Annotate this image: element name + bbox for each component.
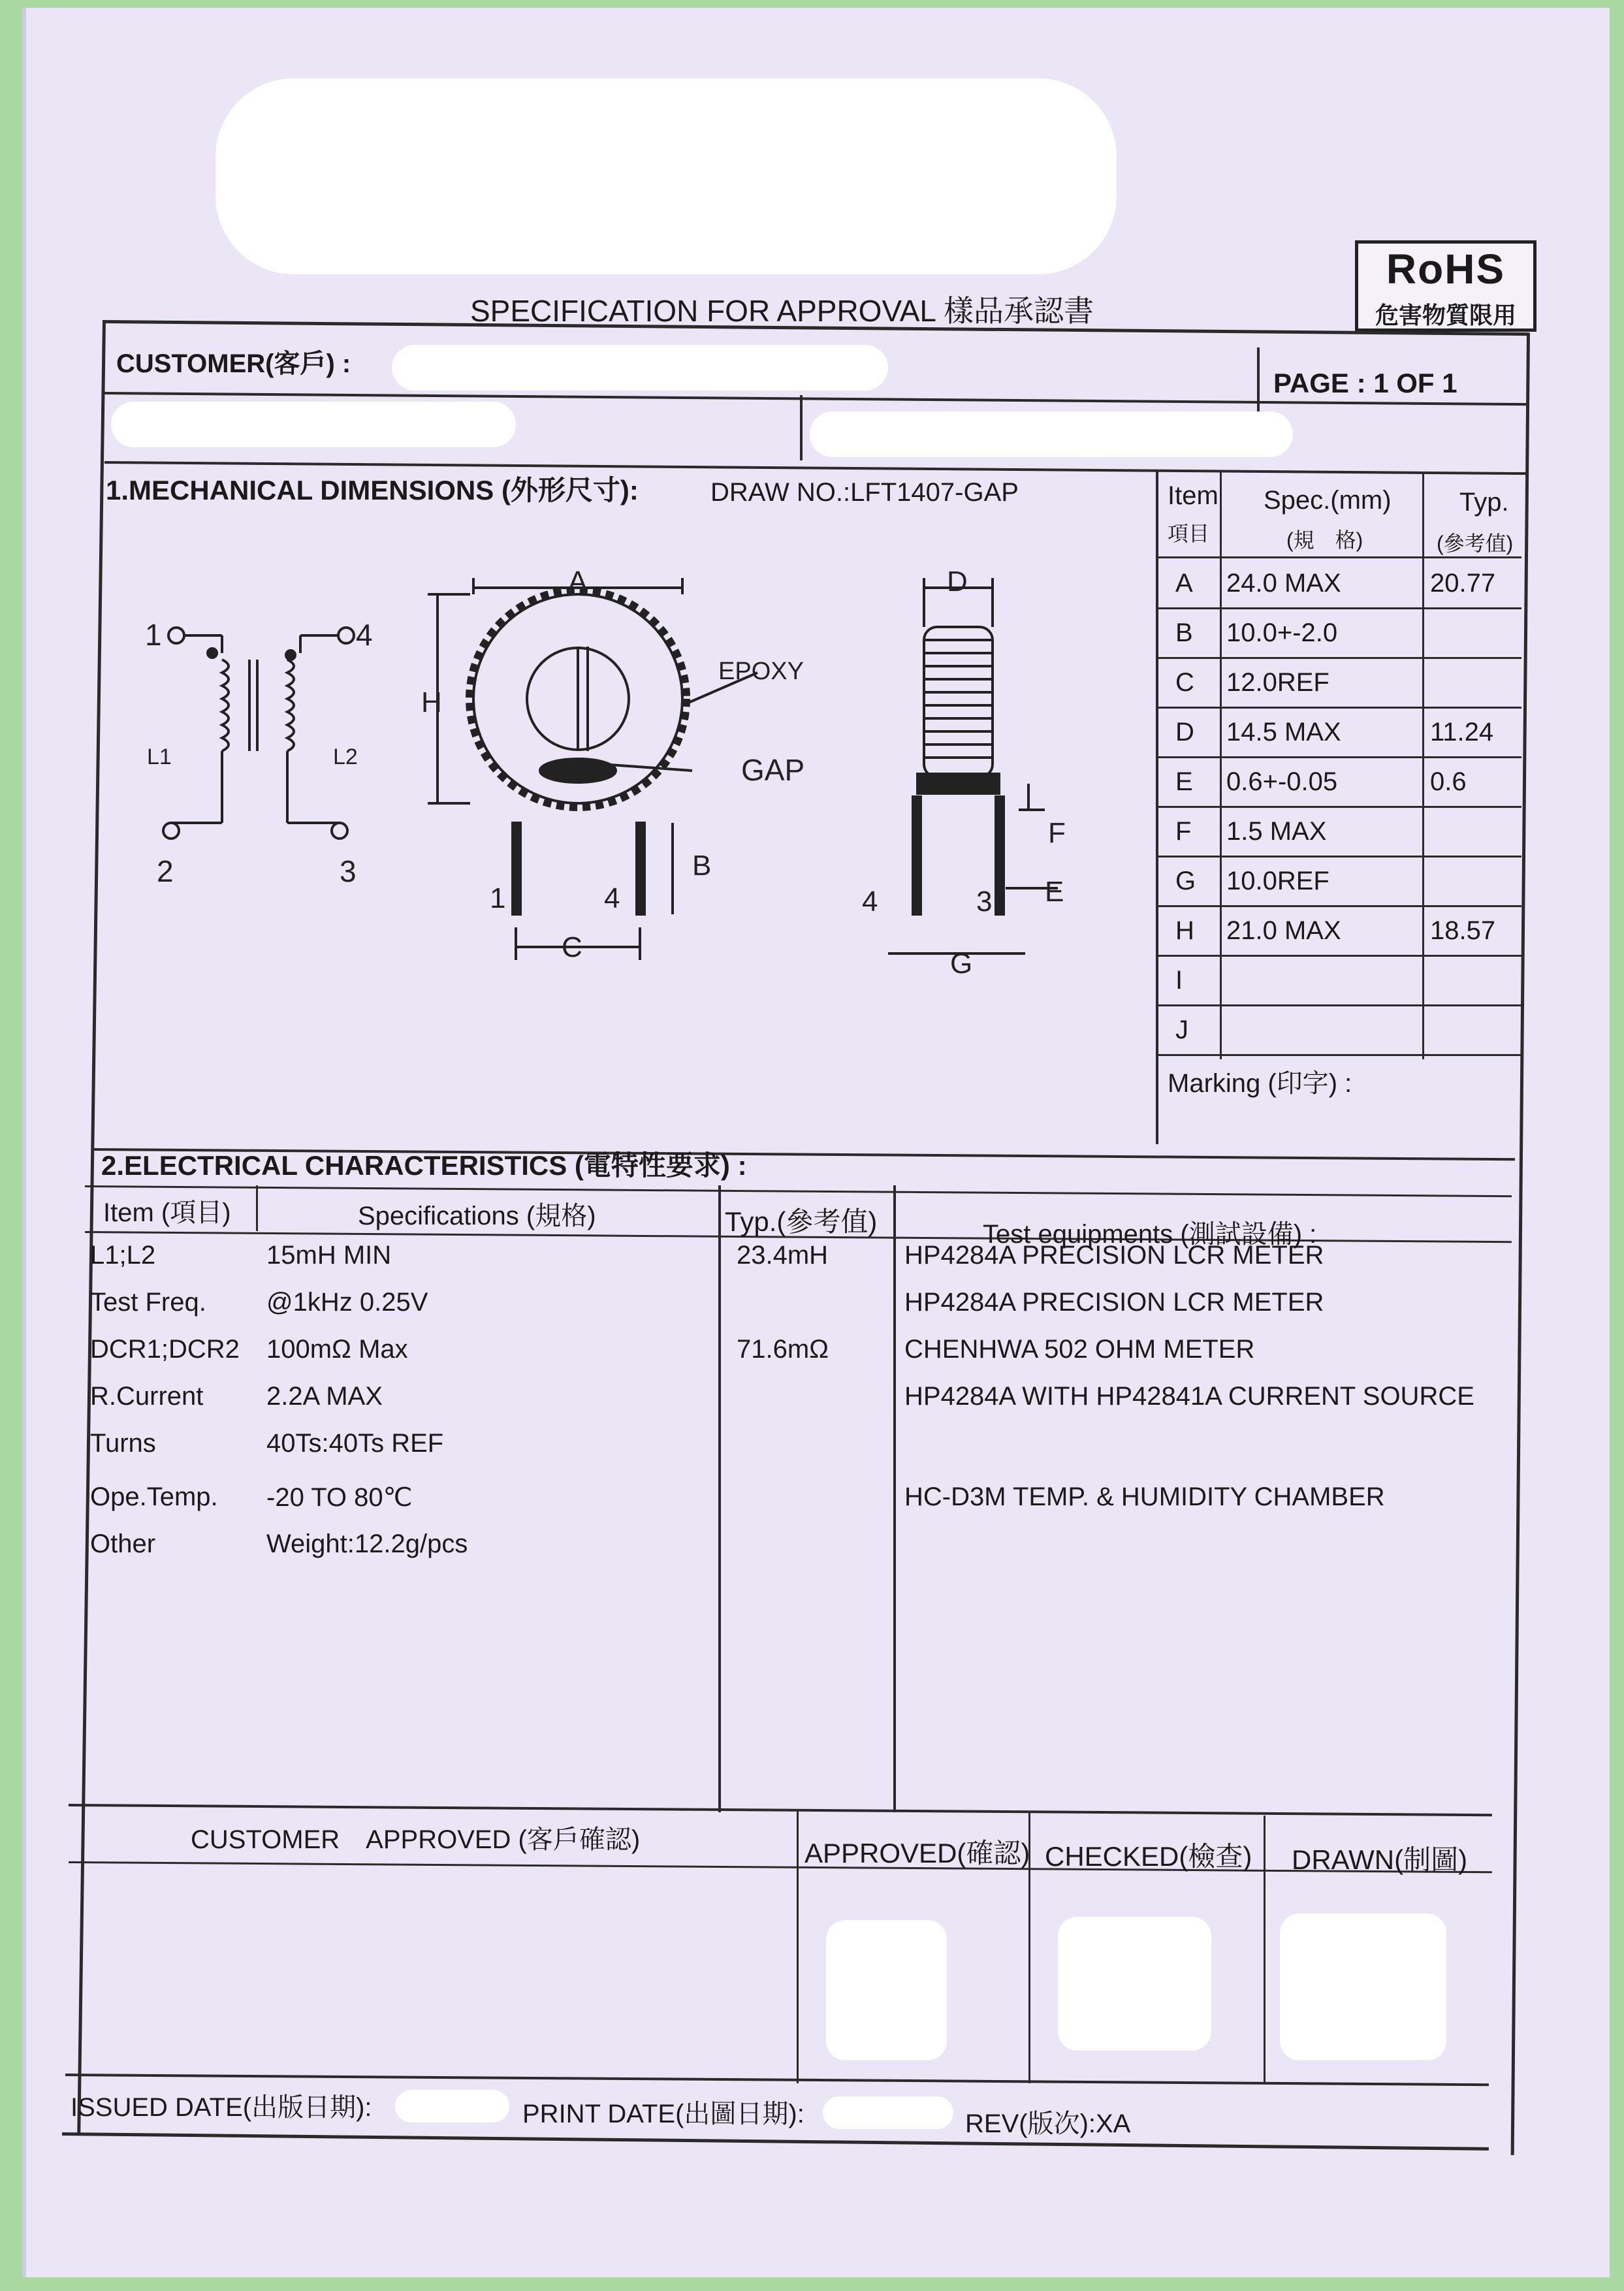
redacted-customer: [392, 345, 888, 391]
elec-row-spec: -20 TO 80℃: [266, 1483, 413, 1512]
spec-row-typ: 0.6: [1430, 767, 1467, 796]
customer-approved-label: CUSTOMER APPROVED (客戶確認): [191, 1825, 641, 1854]
redacted-company-name: [215, 78, 1117, 274]
mechanical-drawing: [131, 549, 1149, 993]
marking-label: Marking (印字) :: [1168, 1069, 1352, 1098]
gap-label: GAP: [741, 753, 805, 787]
spec-row-spec: 14.5 MAX: [1226, 718, 1341, 746]
l1-dot-icon: [208, 649, 217, 658]
elec-header-item: Item (項目): [103, 1198, 231, 1227]
spec-row: [1156, 1006, 1521, 1056]
spec-header-spec: Spec.(mm): [1264, 486, 1392, 515]
checked-label: CHECKED(檢查): [1045, 1841, 1252, 1872]
elec-row-test: CHENHWA 502 OHM METER: [904, 1335, 1255, 1364]
mechanical-heading: 1.MECHANICAL DIMENSIONS (外形尺寸):: [106, 475, 639, 505]
elec-row-typ: 23.4mH: [737, 1241, 829, 1270]
side-pin-3: 3: [976, 886, 993, 918]
approval-col-1: [797, 1809, 799, 2083]
pin-2-terminal: [163, 823, 179, 839]
spec-header-item-cn: 項目: [1168, 522, 1210, 545]
elec-row-test: HP4284A WITH HP42841A CURRENT SOURCE: [904, 1382, 1474, 1411]
drawn-label: DRAWN(制圖): [1292, 1844, 1468, 1875]
spec-header-spec-cn: (規 格): [1286, 528, 1363, 552]
schematic-pin-2: 2: [157, 854, 174, 888]
schematic-pin-3: 3: [340, 854, 357, 888]
elec-row-item: L1;L2: [90, 1241, 156, 1270]
spec-row-spec: 0.6+-0.05: [1226, 767, 1338, 796]
spec-row-item: E: [1175, 767, 1193, 796]
elec-row-item: DCR1;DCR2: [90, 1335, 240, 1364]
elec-header-test: Test equipments (測試設備) :: [983, 1220, 1317, 1249]
elec-row-spec: 40Ts:40Ts REF: [266, 1429, 444, 1458]
spec-row-spec: 12.0REF: [1226, 668, 1329, 697]
schematic-l1-label: L1: [147, 745, 172, 769]
dim-b-label: B: [692, 850, 712, 882]
toroid-side-view: [888, 578, 1058, 953]
spec-header-typ-cn: (參考值): [1437, 532, 1514, 555]
spec-row: [1156, 758, 1521, 808]
elec-row-test: HC-D3M TEMP. & HUMIDITY CHAMBER: [904, 1482, 1385, 1511]
approved-signature-redacted: [826, 1920, 947, 2060]
page-box-left: [1257, 347, 1260, 416]
revision-label: REV(版次):XA: [965, 2109, 1131, 2138]
spec-row-item: B: [1175, 618, 1193, 647]
elec-row-item: Other: [90, 1530, 156, 1558]
approved-label: APPROVED(確認): [804, 1838, 1030, 1868]
page-label: PAGE : 1 OF 1: [1273, 368, 1457, 398]
rohs-logo: [1355, 240, 1536, 332]
spec-row: [1156, 659, 1521, 709]
spec-row: [1156, 808, 1521, 857]
elec-row-spec: 15mH MIN: [266, 1241, 392, 1270]
elec-col-2: [718, 1185, 721, 1812]
side-pin-4: 4: [862, 886, 878, 918]
elec-header-spec: Specifications (規格): [358, 1202, 596, 1230]
elec-col-3: [893, 1185, 896, 1812]
spec-row-item: C: [1175, 668, 1194, 697]
dim-g-label: G: [950, 948, 973, 980]
approval-col-3: [1264, 1816, 1266, 2083]
spec-row-item: H: [1175, 916, 1194, 945]
redacted-part-number: [810, 411, 1293, 457]
spec-row-item: J: [1175, 1016, 1188, 1044]
spec-row: [1156, 857, 1521, 907]
toroid-pin-4: 4: [604, 882, 620, 914]
issued-date-redacted: [395, 2090, 509, 2123]
dimension-spec-table: [1156, 472, 1521, 1144]
elec-col-1: [256, 1185, 258, 1231]
spec-row-item: A: [1175, 569, 1193, 598]
l1-coil-icon: [222, 660, 229, 751]
spec-row-item: G: [1175, 867, 1196, 895]
rohs-logo-subtext: 危害物質限用: [1375, 302, 1516, 328]
row-divider-mid: [800, 395, 803, 460]
spec-row-spec: 10.0+-2.0: [1226, 618, 1338, 647]
dim-d-label: D: [947, 566, 968, 598]
checked-signature-redacted: [1058, 1917, 1211, 2051]
spec-row-spec: 1.5 MAX: [1226, 817, 1327, 846]
elec-row-spec: @1kHz 0.25V: [266, 1288, 428, 1317]
spec-row-item: F: [1175, 817, 1192, 846]
elec-row-item: Turns: [90, 1429, 156, 1458]
spec-row-spec: 24.0 MAX: [1226, 569, 1341, 598]
pin-4-terminal: [338, 628, 354, 643]
print-date-redacted: [823, 2096, 953, 2129]
customer-label: CUSTOMER(客戶) :: [116, 349, 351, 378]
dim-h-label: H: [421, 686, 442, 718]
l2-dot-icon: [286, 650, 295, 660]
schematic-diagram: [163, 628, 354, 839]
elec-row-test: HP4284A PRECISION LCR METER: [904, 1241, 1324, 1270]
epoxy-label: EPOXY: [718, 658, 804, 685]
spec-row-typ: 20.77: [1430, 569, 1496, 598]
spec-row-typ: 18.57: [1430, 916, 1496, 945]
spec-row: [1156, 560, 1521, 609]
toroid-pin-1: 1: [490, 882, 506, 914]
rohs-logo-text: RoHS: [1386, 246, 1506, 293]
spec-row-spec: 21.0 MAX: [1226, 916, 1341, 945]
elec-header-typ: Typ.(參考值): [725, 1206, 878, 1237]
elec-row-typ: 71.6mΩ: [737, 1335, 829, 1364]
spec-row-typ: 11.24: [1430, 718, 1494, 746]
toroid-top-view: [428, 578, 757, 960]
draw-number: DRAW NO.:LFT1407-GAP: [710, 478, 1019, 507]
spec-header-typ: Typ.: [1459, 488, 1509, 517]
electrical-heading: 2.ELECTRICAL CHARACTERISTICS (電特性要求) :: [101, 1150, 747, 1181]
dim-e-label: E: [1045, 876, 1064, 908]
document-title: SPECIFICATION FOR APPROVAL 樣品承認書: [470, 294, 1094, 328]
elec-row-item: Test Freq.: [90, 1288, 206, 1317]
spec-row: [1156, 709, 1521, 758]
spec-row: [1156, 957, 1521, 1006]
spec-row-item: I: [1175, 966, 1183, 995]
spec-header-item: Item: [1168, 481, 1218, 510]
elec-row-spec: 100mΩ Max: [266, 1335, 408, 1364]
spec-row: [1156, 609, 1521, 659]
l2-coil-icon: [287, 660, 294, 751]
pin-3-terminal: [332, 823, 347, 839]
spec-row-item: D: [1175, 718, 1194, 746]
dim-c-label: C: [562, 931, 582, 963]
elec-row-spec: Weight:12.2g/pcs: [266, 1530, 468, 1558]
elec-row-item: Ope.Temp.: [90, 1482, 218, 1511]
schematic-pin-1: 1: [145, 618, 162, 652]
pin-1-terminal: [168, 628, 184, 643]
redacted-part-name: [111, 402, 516, 447]
spec-row-spec: 10.0REF: [1226, 867, 1329, 895]
elec-row-test: HP4284A PRECISION LCR METER: [904, 1288, 1324, 1317]
dim-a-label: A: [568, 566, 588, 598]
schematic-l2-label: L2: [333, 745, 358, 769]
schematic-pin-4: 4: [356, 618, 373, 652]
issued-date-label: ISSUED DATE(出版日期):: [71, 2093, 372, 2122]
spec-row: [1156, 907, 1521, 957]
dim-f-label: F: [1048, 817, 1066, 849]
elec-row-item: R.Current: [90, 1382, 204, 1411]
print-date-label: PRINT DATE(出圖日期):: [522, 2100, 804, 2128]
elec-row-spec: 2.2A MAX: [266, 1382, 383, 1411]
drawn-signature-redacted: [1280, 1914, 1446, 2060]
